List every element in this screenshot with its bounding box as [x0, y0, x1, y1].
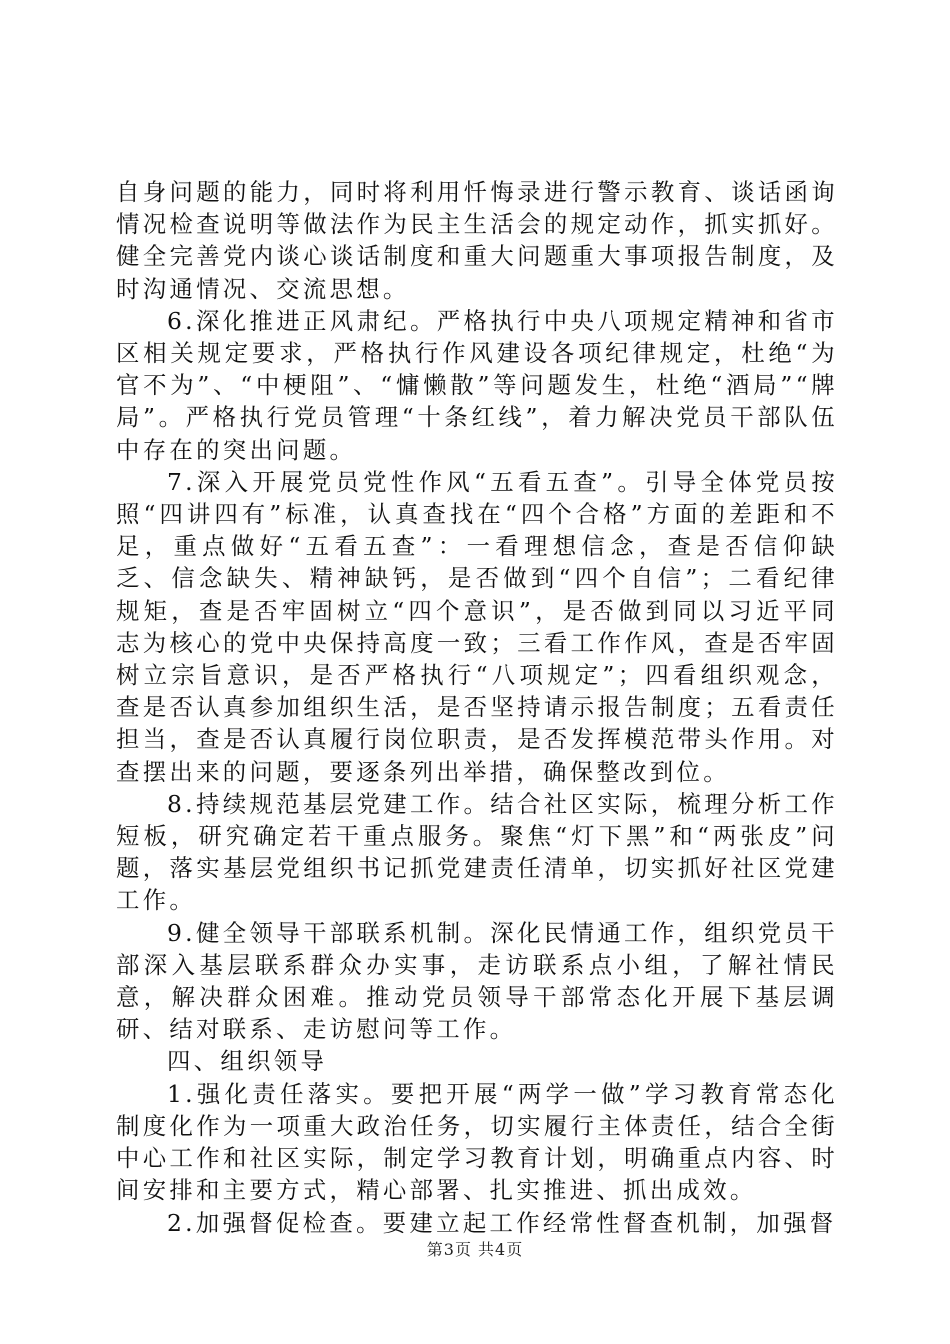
paragraph-subitem-1: 1.强化责任落实。要把开展“两学一做”学习教育常态化制度化作为一项重大政治任务，切实履行主体责任，结合全街中心工作和社区实际，制定学习教育计划，明确重点内容、时间安排和主要方式，精心部署、扎实推进、抓出成效。 — [116, 1079, 838, 1205]
page-number-footer: 第3页 共4页 — [426, 1240, 524, 1259]
paragraph-continuation: 自身问题的能力，同时将利用忏悔录进行警示教育、谈话函询情况检查说明等做法作为民主生活会的规定动作，抓实抓好。健全完善党内谈心谈话制度和重大问题重大事项报告制度，及时沟通情况、交流思想。 — [116, 178, 838, 303]
paragraph-item-6: 6.深化推进正风肃纪。严格执行中央八项规定精神和省市区相关规定要求，严格执行作风建设各项纪律规定，杜绝“为官不为”、“中梗阻”、“慵懒散”等问题发生，杜绝“酒局”“牌局”。严格执行党员管理“十条红线”，着力解决党员干部队伍中存在的突出问题。 — [116, 306, 838, 464]
paragraph-item-7: 7.深入开展党员党性作风“五看五查”。引导全体党员按照“四讲四有”标准，认真查找在“四个合格”方面的差距和不足，重点做好“五看五查”：一看理想信念，查是否信仰缺乏、信念缺失、精神缺钙，是否做到“四个自信”；二看纪律规矩，查是否牢固树立“四个意识”，是否做到同以习近平同志为核心的党中央保持高度一致；三看工作作风，查是否牢固树立宗旨意识，是否严格执行“八项规定”；四看组织观念，查是否认真参加组织生活，是否坚持请示报告制度；五看责任担当，查是否认真履行岗位职责，是否发挥模范带头作用。对查摆出来的问题，要逐条列出举措，确保整改到位。 — [116, 467, 838, 786]
paragraph-subitem-2: 2.加强督促检查。要建立起工作经常性督查机制，加强督 — [167, 1208, 837, 1237]
section-heading-organization: 四、组织领导 — [167, 1047, 328, 1076]
document-body — [116, 176, 838, 1239]
paragraph-item-8: 8.持续规范基层党建工作。结合社区实际，梳理分析工作短板，研究确定若干重点服务。聚焦“灯下黑”和“两张皮”问题，落实基层党组织书记抓党建责任清单，切实抓好社区党建工作。 — [116, 789, 838, 915]
paragraph-item-9: 9.健全领导干部联系机制。深化民情通工作，组织党员干部深入基层联系群众办实事，走访联系点小组，了解社情民意，解决群众困难。推动党员领导干部常态化开展下基层调研、结对联系、走访慰问等工作。 — [116, 918, 838, 1044]
